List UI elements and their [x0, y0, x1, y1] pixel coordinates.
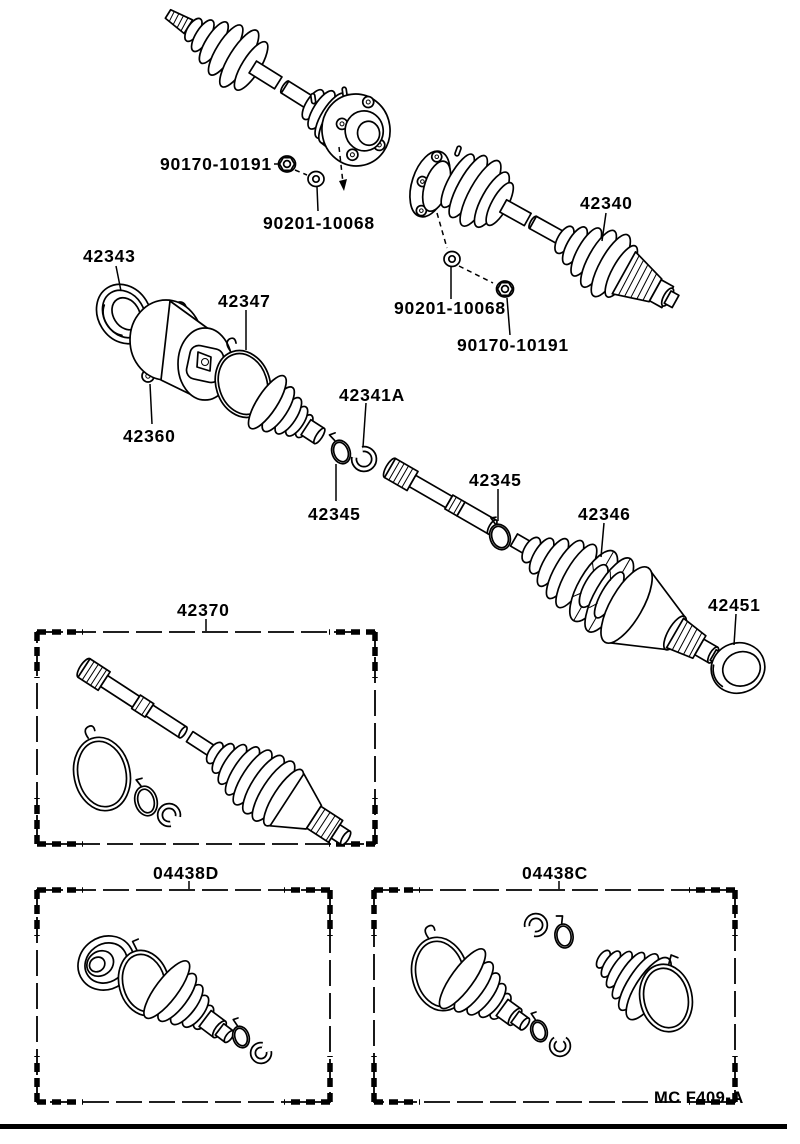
axle-shaft-42340-drawing	[394, 144, 693, 355]
callout-42345-b: 42345	[469, 470, 522, 490]
boot-kit-04438C-box	[374, 863, 735, 1102]
snap-ring-icon	[527, 916, 545, 934]
callout-42341A: 42341A	[339, 385, 406, 405]
snap-ring-icon	[552, 1039, 568, 1054]
clamp-42345-a	[326, 430, 354, 466]
callout-washer-rh: 90201-10068	[394, 298, 506, 318]
boot-kit-04438D-box	[37, 863, 330, 1102]
boot-clamp-ring-small	[129, 776, 160, 818]
nut-icon-rh	[497, 281, 514, 297]
clamp-small-left	[526, 1010, 550, 1043]
shaft-assembly-42370-box	[37, 600, 375, 869]
boot-clamp-ring-large	[64, 720, 137, 816]
callout-42451: 42451	[708, 595, 761, 615]
snap-ring-icon	[253, 1045, 269, 1061]
callout-42346: 42346	[578, 504, 631, 524]
inner-joint-42346-drawing	[493, 503, 744, 697]
callout-washer-upper: 90201-10068	[263, 213, 375, 233]
callout-42345-a: 42345	[308, 504, 361, 524]
callout-42370: 42370	[177, 600, 230, 620]
nut-icon-upper	[279, 156, 296, 172]
callout-nut-rh: 90170-10191	[457, 335, 569, 355]
footer-rule	[0, 1124, 787, 1129]
callout-42347: 42347	[218, 291, 271, 311]
clamp-small-top	[551, 914, 574, 950]
callout-04438C: 04438C	[522, 863, 589, 883]
callout-04438D: 04438D	[153, 863, 220, 883]
washer-icon-rh	[444, 252, 460, 267]
callout-nut-upper: 90170-10191	[160, 154, 272, 174]
callout-42360: 42360	[123, 426, 176, 446]
callout-42343: 42343	[83, 246, 136, 266]
washer-icon-upper	[308, 172, 324, 187]
upper-fastener-callouts	[160, 154, 375, 233]
callout-42340: 42340	[580, 193, 633, 213]
drawing-code: MC F409-A	[654, 1089, 744, 1107]
center-shaft-drawing	[381, 456, 500, 538]
snap-ring-42341A	[354, 449, 374, 469]
snap-ring-icon	[160, 806, 178, 824]
